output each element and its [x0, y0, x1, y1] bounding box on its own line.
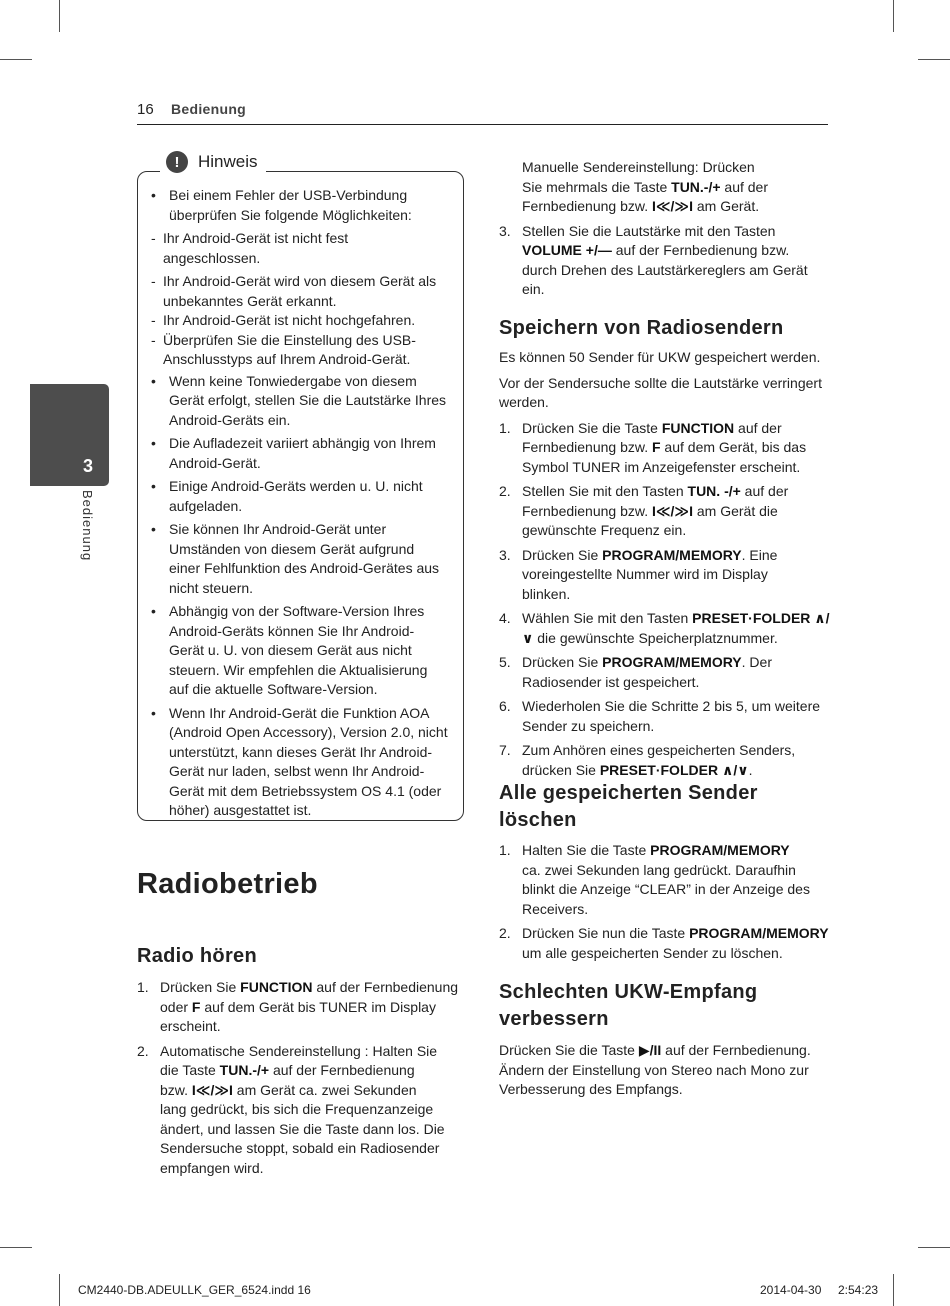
step-item: 3. Stellen Sie die Lautstärke mit den Tasten VOLUME +/— auf der Fernbedienung bzw. durch Drehen des Lautstärkereglers am Gerät ein. — [499, 222, 808, 297]
crop-mark — [59, 1274, 60, 1306]
skip-buttons-icon: I≪/≫I — [191, 1081, 233, 1098]
step-item: 2. Automatische Sendereinstellung : Halten Sie die Taste TUN.-/+ auf der Fernbedienung bzw. I≪/≫I am Gerät ca. zwei Sekunden lang gedrückt, bis sich die Frequenzanzeige ändert, und lassen Sie die Taste dann los. Die Sendersuche stoppt, sobald ein Radiosender empfangen wird. — [137, 1042, 445, 1176]
crop-mark — [893, 1274, 894, 1306]
note-content — [137, 186, 464, 825]
subsection-title-schlechten: Schlechten UKW-Empfang verbessern — [499, 981, 758, 1030]
footer-time: 2:54:23 — [838, 1283, 879, 1297]
crop-mark — [0, 1247, 32, 1248]
loeschen-content — [499, 841, 831, 968]
step-item: 1. Halten Sie die Taste PROGRAM/MEMORY ca. zwei Sekunden lang gedrückt. Daraufhin blinkt die Anzeige “CLEAR” in der Anzeige des Receivers. — [499, 842, 810, 917]
note-dash-item: - Ihr Android-Gerät ist nicht fest angeschlossen. — [151, 230, 349, 266]
note-title: Hinweis — [198, 152, 258, 171]
chapter-number: 3 — [83, 456, 94, 476]
note-bullet: • Einige Android-Geräts werden u. U. nicht aufgeladen. — [151, 478, 423, 514]
note-bullet: • Sie können Ihr Android-Gerät unter Umständen von diesem Gerät aufgrund einer Fehlfunktion des Android-Gerätes aus nicht steuern. — [151, 521, 440, 596]
crop-mark — [59, 0, 60, 32]
chapter-label: Bedienung — [80, 490, 95, 562]
step-item: 1. Drücken Sie die Taste FUNCTION auf der Fernbedienung bzw. F auf dem Gerät, bis das Symbol TUNER im Anzeigefenster erscheint. — [499, 419, 807, 475]
subsection-title-loeschen: Alle gespeicherten Sender löschen — [499, 782, 758, 831]
note-bullet: • Wenn keine Tonwiedergabe von diesem Gerät erfolgt, stellen Sie die Lautstärke Ihres Android-Geräts ein. — [151, 372, 447, 428]
note-bullet: • Bei einem Fehler der USB-Verbindung überprüfen Sie folgende Möglichkeiten: — [151, 187, 412, 223]
radio-hoeren-steps — [137, 978, 467, 1183]
step-item: 3. Drücken Sie PROGRAM/MEMORY. Eine voreingestellte Nummer wird im Display blinken. — [499, 546, 778, 602]
page-number: 16 — [137, 101, 154, 118]
footer-date: 2014-04-30 — [760, 1283, 822, 1297]
volume-plus-minus-icon: +/— — [581, 242, 612, 258]
step-item: 1. Drücken Sie FUNCTION auf der Fernbedienung oder F auf dem Gerät bis TUNER im Display erscheint. — [137, 979, 459, 1034]
exclamation-icon: ! — [166, 151, 188, 173]
crop-mark — [0, 59, 32, 60]
subsection-title-speichern: Speichern von Radiosendern — [499, 317, 784, 339]
footer-file-info: CM2440-DB.ADEULLK_GER_6524.indd 16 — [78, 1283, 311, 1297]
step-item: 7. Zum Anhören eines gespeicherten Senders, drücken Sie PRESET·FOLDER ∧/∨. — [499, 742, 796, 778]
step-item: 5. Drücken Sie PROGRAM/MEMORY. Der Radiosender ist gespeichert. — [499, 654, 772, 690]
crop-mark — [918, 1247, 950, 1248]
section-title-radiobetrieb: Radiobetrieb — [137, 868, 318, 900]
note-bullet: • Wenn Ihr Android-Gerät die Funktion AOA (Android Open Accessory), Version 2.0, nicht unterstützt, kann dieses Gerät Ihr Android- Gerät nur laden, selbst wenn Ihr Android- Gerät mit dem Betriebssystem OS 4.1 (oder höher) ausgestattet ist. — [151, 704, 448, 818]
speichern-content: Es können 50 Sender für UKW gespeichert werden. Vor der Sendersuche sollte die Lautstärke verringert werden. 1. Drücken Sie die Taste FUNCTION auf der Fernbedienung bzw. F auf dem Gerät, bis das Symbol TUNER im Anzeigefenster erscheint. 2. Stellen Sie mit den Tasten TUN. -/+ auf der Fernbedienung bzw. I≪/≫I am Gerät die gewünschte Frequenz ein. 3. Drücken Sie PROGRAM/MEMORY. Eine voreingestellte Nummer wird im Display blinken. 4. Wählen Sie mit den Tasten PRESET·FOLDER ∧/ ∨ die gewünschte Speicherplatznummer. 5. Drücken Sie PROGRAM/MEMORY. Der Radiosender ist gespeichert. 6. Wiederholen Sie die Schritte 2 bis 5, um weitere Sender zu speichern. 7. Zum Anhören eines gespeicherten Senders, drücken Sie PRESET·FOLDER ∧/∨. — [499, 348, 831, 785]
note-dash-item: - Überprüfen Sie die Einstellung des USB- Anschlusstyps auf Ihrem Android-Gerät. — [151, 331, 416, 367]
note-heading — [160, 151, 266, 173]
step-item: 2. Stellen Sie mit den Tasten TUN. -/+ auf der Fernbedienung bzw. I≪/≫I am Gerät die gewünschte Frequenz ein. — [499, 483, 789, 538]
manual-tuning-text: Manuelle Sendereinstellung: Drücken Sie mehrmals die Taste TUN.-/+ auf der Fernbedienung bzw. I≪/≫I am Gerät. — [522, 159, 769, 214]
schlechten-content: Drücken Sie die Taste ▶/II auf der Fernbedienung. Ändern der Einstellung von Stereo nach Mono zur Verbesserung des Empfangs. — [499, 1042, 811, 1097]
step-item: 6. Wiederholen Sie die Schritte 2 bis 5, um weitere Sender zu speichern. — [499, 698, 821, 734]
header-section-label: Bedienung — [171, 101, 247, 117]
step-item: 4. Wählen Sie mit den Tasten PRESET·FOLDER ∧/ ∨ die gewünschte Speicherplatznummer. — [499, 610, 830, 646]
note-bullet: • Die Aufladezeit variiert abhängig von Ihrem Android-Gerät. — [151, 435, 436, 471]
note-bullet: • Abhängig von der Software-Version Ihres Android-Geräts können Sie Ihr Android- Gerät u. U. von diesem Gerät aus nicht steuern. Wir empfehlen die Aktualisierung auf die aktuelle Software-Version. — [151, 603, 428, 697]
play-pause-icon: ▶/II — [638, 1042, 662, 1058]
right-column-top — [499, 158, 831, 305]
crop-mark — [918, 59, 950, 60]
crop-mark — [893, 0, 894, 32]
skip-buttons-icon: I≪/≫I — [651, 502, 693, 519]
header-rule — [137, 124, 828, 125]
note-dash-item: - Ihr Android-Gerät ist nicht hochgefahren. — [151, 312, 416, 328]
subsection-title-radio-hoeren: Radio hören — [137, 945, 257, 967]
skip-buttons-icon: I≪/≫I — [651, 198, 693, 214]
step-item: 2. Drücken Sie nun die Taste PROGRAM/MEMORY um alle gespeicherten Sender zu löschen. — [499, 925, 829, 961]
note-dash-item: - Ihr Android-Gerät wird von diesem Gerät als unbekanntes Gerät erkannt. — [151, 273, 437, 309]
chapter-tab — [30, 384, 109, 486]
